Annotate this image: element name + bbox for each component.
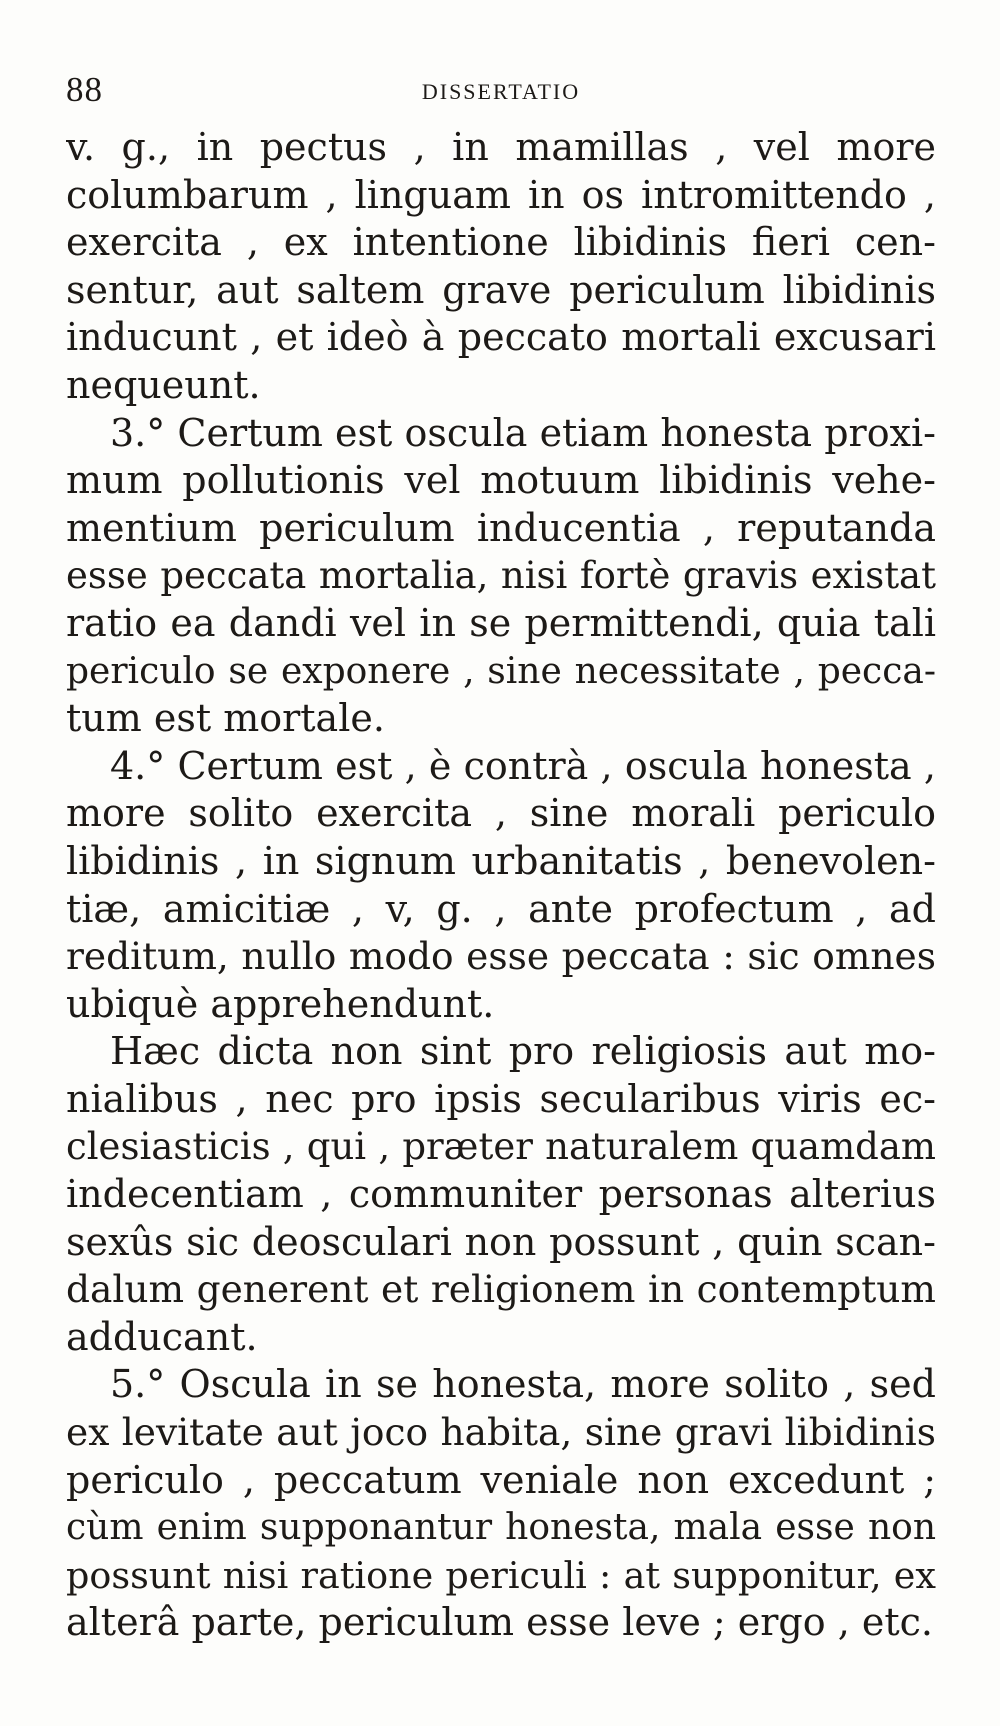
text-line: possunt nisi ratione periculi : at supponitur, ex	[66, 1553, 936, 1597]
text-line: adducant.	[66, 1314, 258, 1359]
text-line: 5.° Oscula in se honesta, more solito , sed	[110, 1362, 936, 1407]
text-line: reditum, nullo modo esse peccata : sic omnes	[66, 934, 936, 979]
text-line: ratio ea dandi vel in se permittendi, quia tali	[66, 600, 936, 645]
text-line: 3.° Certum est oscula etiam honesta proxi-	[110, 410, 936, 455]
text-line: nequeunt.	[66, 362, 261, 407]
page-number: 88	[66, 70, 103, 109]
text-line: clesiasticis , qui , præter naturalem quamdam	[66, 1125, 936, 1169]
text-line: Hæc dicta non sint pro religiosis aut mo-	[110, 1029, 936, 1074]
running-head: DISSERTATIO	[421, 79, 581, 104]
page-header	[66, 66, 936, 114]
text-line: cùm enim supponantur honesta, mala esse non	[66, 1507, 936, 1549]
text-line: ex levitate aut joco habita, sine gravi libidinis	[66, 1410, 936, 1455]
text-line: libidinis , in signum urbanitatis , benevolen-	[66, 838, 936, 883]
body-text	[66, 124, 936, 1647]
text-line: periculo se exponere , sine necessitate , pecca-	[66, 650, 936, 692]
text-line: dalum generent et religionem in contemptum	[66, 1267, 936, 1312]
text-line: tum est mortale.	[66, 696, 385, 741]
text-line: nialibus , nec pro ipsis secularibus viris ec-	[66, 1076, 936, 1121]
text-line: tiæ, amicitiæ , v, g. , ante profectum , ad	[66, 886, 936, 931]
text-line: sentur, aut saltem grave periculum libidinis	[66, 267, 936, 312]
text-line: ubiquè apprehendunt.	[66, 981, 495, 1026]
text-line: sexûs sic deosculari non possunt , quin scan-	[66, 1219, 936, 1264]
text-line: v. g., in pectus , in mamillas , vel more	[66, 125, 936, 169]
text-line: alterâ parte, periculum esse leve ; ergo , etc.	[66, 1600, 933, 1645]
text-line: esse peccata mortalia, nisi fortè gravis existat	[66, 554, 936, 598]
text-line: mum pollutionis vel motuum libidinis vehe-	[66, 458, 936, 503]
text-line: periculo , peccatum veniale non excedunt ;	[66, 1457, 936, 1502]
text-line: more solito exercita , sine morali periculo	[66, 791, 936, 836]
text-line: inducunt , et ideò à peccato mortali excusari	[66, 315, 936, 360]
text-line: columbarum , linguam in os intromittendo ,	[66, 172, 936, 217]
text-line: indecentiam , communiter personas alterius	[66, 1172, 936, 1217]
text-line: mentium periculum inducentia , reputanda	[66, 505, 936, 550]
text-line: 4.° Certum est , è contrà , oscula honesta ,	[110, 743, 936, 788]
text-line: exercita , ex intentione libidinis fieri cen-	[66, 220, 936, 265]
